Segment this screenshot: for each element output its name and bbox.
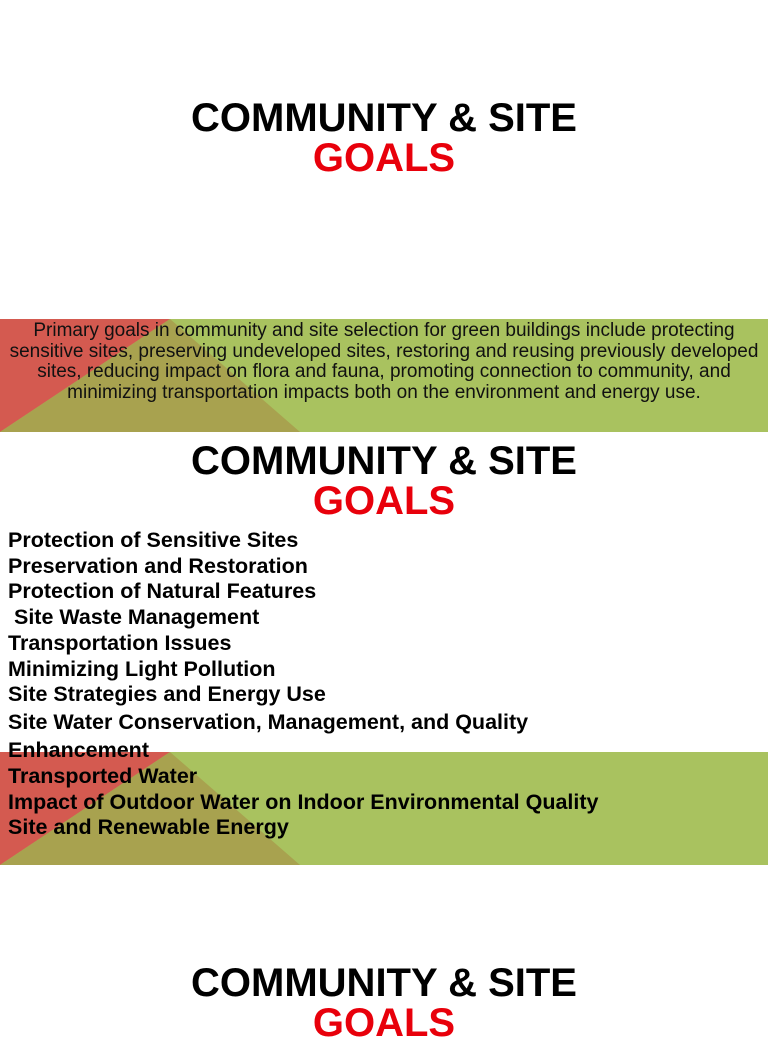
slide-1-title-line1: COMMUNITY & SITE — [191, 96, 577, 140]
goal-item: Protection of Natural Features — [8, 579, 317, 604]
goal-list — [8, 528, 758, 841]
goal-item: Impact of Outdoor Water on Indoor Environmental Quality — [8, 789, 599, 814]
goal-item: Transported Water — [8, 763, 198, 788]
goal-item: Site Water Conservation, Management, and Quality Enhancement — [8, 709, 529, 762]
goal-item: Site Waste Management — [8, 605, 260, 630]
slide-1-title-line2: GOALS — [312, 136, 456, 180]
goal-item: Minimizing Light Pollution — [8, 656, 276, 681]
slide-3-title-line2: GOALS — [312, 1001, 456, 1045]
slide-2-title — [0, 441, 768, 521]
goal-item: Site and Renewable Energy — [8, 815, 289, 840]
slide-3-title — [0, 963, 768, 1043]
goal-item: Site Strategies and Energy Use — [8, 682, 326, 707]
slide-3-title-line1: COMMUNITY & SITE — [191, 961, 577, 1005]
goal-item: Preservation and Restoration — [8, 553, 308, 578]
slide-1-title — [0, 98, 768, 178]
goal-item: Protection of Sensitive Sites — [8, 528, 299, 552]
goal-item: Transportation Issues — [8, 630, 232, 655]
intro-paragraph: Primary goals in community and site selection for green buildings include protecting sensitive sites, preserving undeveloped sites, restoring and reusing previously developed sites, reducing impact on flora and fauna, promoting connection to community, and minimizing transportation impacts both on the environment and energy use. — [9, 320, 759, 403]
intro-band — [0, 319, 768, 432]
slide-2-title-line1: COMMUNITY & SITE — [191, 439, 577, 483]
slide-2-title-line2: GOALS — [312, 479, 456, 523]
